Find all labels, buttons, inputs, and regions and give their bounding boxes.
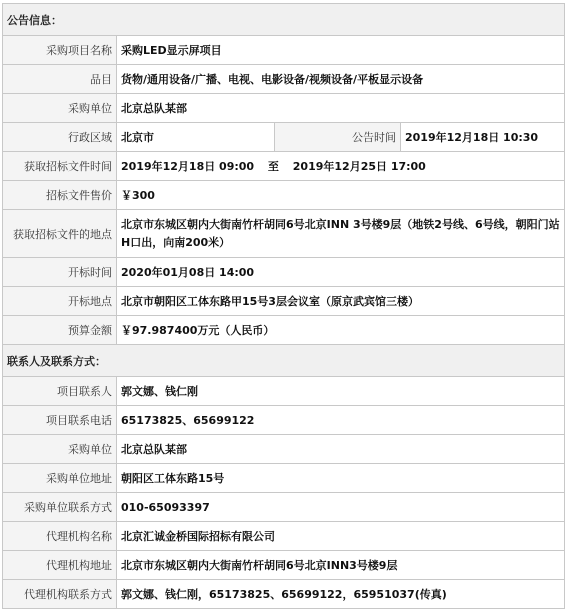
opening-place-value: 北京市朝阳区工体东路甲15号3层会议室（原京武宾馆三楼） bbox=[117, 287, 565, 316]
doc-period-end: 2019年12月25日 17:00 bbox=[292, 160, 426, 173]
agency-contact-label: 代理机构联系方式 bbox=[3, 580, 117, 609]
doc-period-separator: 至 bbox=[267, 160, 279, 173]
publish-time-value: 2019年12月18日 10:30 bbox=[401, 123, 565, 152]
doc-period-value bbox=[117, 152, 565, 181]
region-value: 北京市 bbox=[117, 123, 275, 152]
row-purchaser bbox=[3, 94, 565, 123]
section-title: 联系人及联系方式： bbox=[3, 345, 565, 377]
budget-label: 预算金额 bbox=[3, 316, 117, 345]
row-project-name bbox=[3, 36, 565, 65]
contact-purchaser-label: 采购单位 bbox=[3, 435, 117, 464]
publish-time-label: 公告时间 bbox=[275, 123, 401, 152]
project-contact-value: 郭文娜、钱仁刚 bbox=[117, 377, 565, 406]
doc-price-label: 招标文件售价 bbox=[3, 181, 117, 210]
doc-location-value: 北京市东城区朝内大街南竹杆胡同6号北京INN 3号楼9层（地铁2号线、6号线，朝阳门站H口出，向南200米） bbox=[117, 210, 565, 258]
row-purchaser-address bbox=[3, 464, 565, 493]
agency-value: 北京汇诚金桥国际招标有限公司 bbox=[117, 522, 565, 551]
row-purchaser-phone bbox=[3, 493, 565, 522]
project-contact-label: 项目联系人 bbox=[3, 377, 117, 406]
agency-label: 代理机构名称 bbox=[3, 522, 117, 551]
row-doc-period bbox=[3, 152, 565, 181]
row-opening-time bbox=[3, 258, 565, 287]
purchaser-address-value: 朝阳区工体东路15号 bbox=[117, 464, 565, 493]
row-agency-address bbox=[3, 551, 565, 580]
purchaser-value: 北京总队某部 bbox=[117, 94, 565, 123]
row-doc-location bbox=[3, 210, 565, 258]
doc-location-label: 获取招标文件的地点 bbox=[3, 210, 117, 258]
row-contact-purchaser bbox=[3, 435, 565, 464]
opening-time-value: 2020年01月08日 14:00 bbox=[117, 258, 565, 287]
project-name-label: 采购项目名称 bbox=[3, 36, 117, 65]
purchaser-label: 采购单位 bbox=[3, 94, 117, 123]
purchaser-address-label: 采购单位地址 bbox=[3, 464, 117, 493]
announcement-table bbox=[2, 3, 565, 609]
project-phone-value: 65173825、65699122 bbox=[117, 406, 565, 435]
doc-price-value: ￥300 bbox=[117, 181, 565, 210]
opening-place-label: 开标地点 bbox=[3, 287, 117, 316]
contact-purchaser-value: 北京总队某部 bbox=[117, 435, 565, 464]
row-doc-price bbox=[3, 181, 565, 210]
project-name-value: 采购LED显示屏项目 bbox=[117, 36, 565, 65]
section-title: 公告信息： bbox=[3, 4, 565, 36]
section-header-contact bbox=[3, 345, 565, 377]
purchaser-phone-label: 采购单位联系方式 bbox=[3, 493, 117, 522]
purchaser-phone-value: 010-65093397 bbox=[117, 493, 565, 522]
row-project-phone bbox=[3, 406, 565, 435]
row-opening-place bbox=[3, 287, 565, 316]
row-region-time bbox=[3, 123, 565, 152]
category-label: 品目 bbox=[3, 65, 117, 94]
row-agency-contact bbox=[3, 580, 565, 609]
project-phone-label: 项目联系电话 bbox=[3, 406, 117, 435]
opening-time-label: 开标时间 bbox=[3, 258, 117, 287]
region-label: 行政区域 bbox=[3, 123, 117, 152]
agency-address-value: 北京市东城区朝内大街南竹杆胡同6号北京INN3号楼9层 bbox=[117, 551, 565, 580]
budget-value: ￥97.987400万元（人民币） bbox=[117, 316, 565, 345]
row-project-contact bbox=[3, 377, 565, 406]
row-budget bbox=[3, 316, 565, 345]
category-value: 货物/通用设备/广播、电视、电影设备/视频设备/平板显示设备 bbox=[117, 65, 565, 94]
agency-address-label: 代理机构地址 bbox=[3, 551, 117, 580]
doc-period-start: 2019年12月18日 09:00 bbox=[121, 160, 255, 173]
section-header-announcement bbox=[3, 4, 565, 36]
row-agency bbox=[3, 522, 565, 551]
doc-period-label: 获取招标文件时间 bbox=[3, 152, 117, 181]
agency-contact-value: 郭文娜、钱仁刚，65173825、65699122，65951037(传真) bbox=[117, 580, 565, 609]
row-category bbox=[3, 65, 565, 94]
